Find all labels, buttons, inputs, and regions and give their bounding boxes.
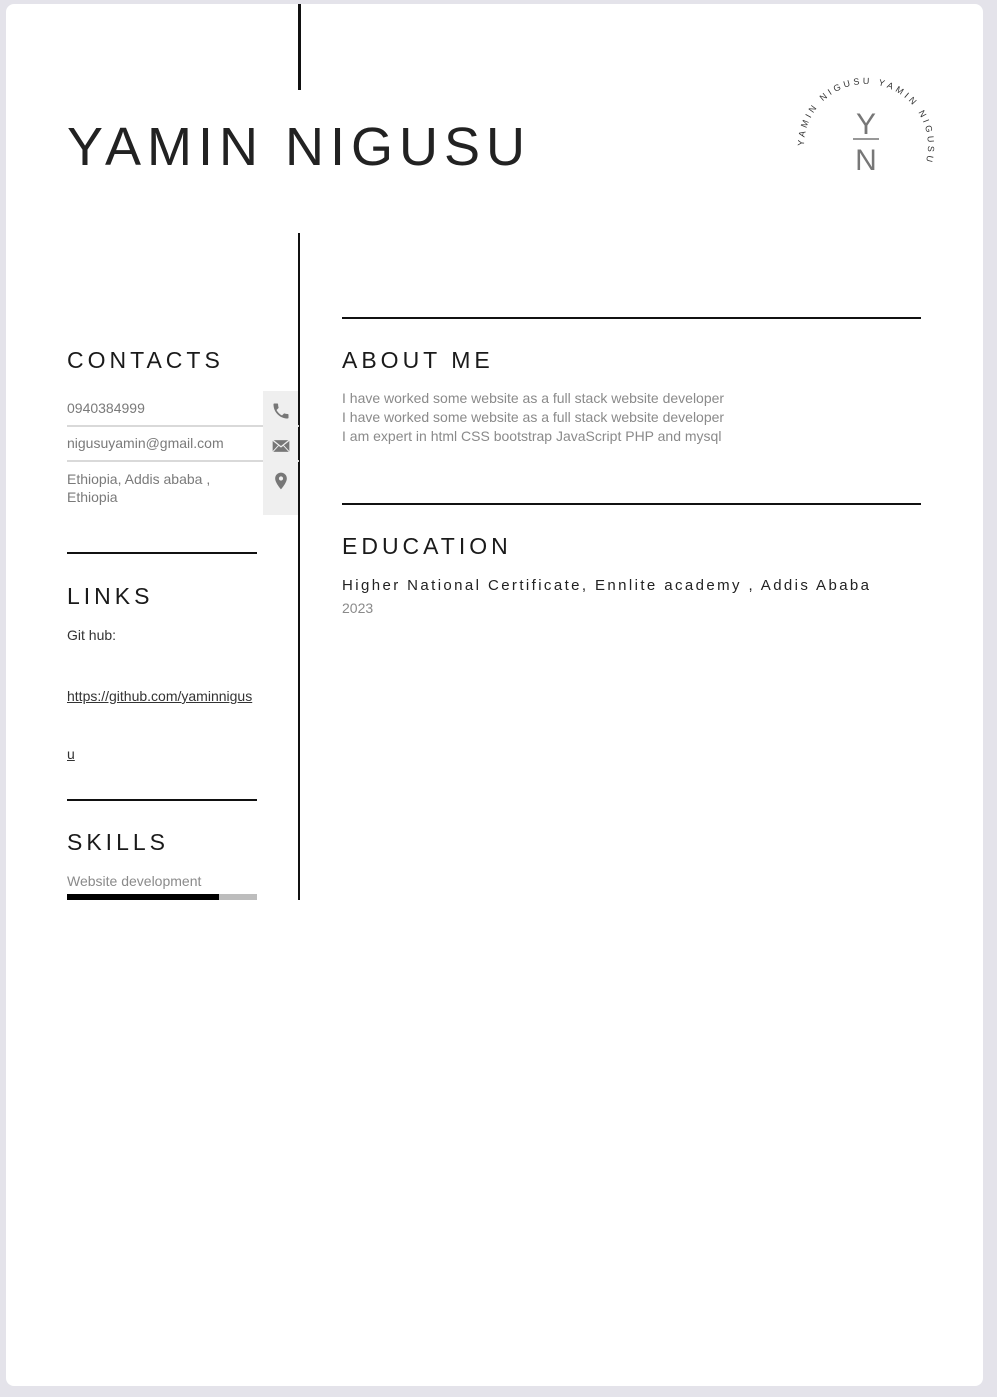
about-text-line: I have worked some website as a full stack website developer <box>342 409 725 425</box>
skills-title: SKILLS <box>67 829 169 855</box>
section-divider <box>67 552 257 554</box>
links-title: LINKS <box>67 583 154 609</box>
section-divider <box>342 317 921 319</box>
monogram-ring-text: YAMIN NIGUSU YAMIN NIGUSU <box>795 75 937 167</box>
contact-email[interactable]: nigusuyamin@gmail.com <box>67 435 224 451</box>
contact-address: Ethiopia, Addis ababa , Ethiopia <box>67 471 211 505</box>
about-text-line: I have worked some website as a full stack website developer <box>342 390 725 406</box>
skill-progress-fill <box>67 894 219 900</box>
skill-name: Website development <box>67 873 202 889</box>
monogram-top-letter: Y <box>855 108 877 141</box>
divider-vertical-top <box>298 4 301 90</box>
mail-icon <box>271 436 291 456</box>
full-name: YAMIN NIGUSU <box>67 117 532 177</box>
education-entry-title: Higher National Certificate, Ennlite academy , Addis Ababa <box>342 577 872 594</box>
section-divider <box>342 503 921 505</box>
contacts-title: CONTACTS <box>67 347 224 373</box>
contact-phone[interactable]: 0940384999 <box>67 400 145 416</box>
location-pin-icon <box>271 471 291 491</box>
monogram-logo <box>786 66 946 226</box>
about-text-line: I am expert in html CSS bootstrap JavaScript PHP and mysql <box>342 428 722 444</box>
monogram-bottom-letter: N <box>855 144 877 177</box>
phone-icon <box>271 401 291 421</box>
education-entry-year: 2023 <box>342 600 374 616</box>
github-label: Git hub: <box>67 627 117 643</box>
skill-progress-track <box>67 894 257 900</box>
about-title: ABOUT ME <box>342 347 494 373</box>
resume-page <box>6 4 983 1386</box>
section-divider <box>67 799 257 801</box>
github-link[interactable]: https://github.com/yaminnigusu <box>67 688 253 762</box>
contact-icon-column <box>263 391 298 515</box>
education-title: EDUCATION <box>342 533 512 559</box>
divider-vertical-main <box>298 233 300 900</box>
